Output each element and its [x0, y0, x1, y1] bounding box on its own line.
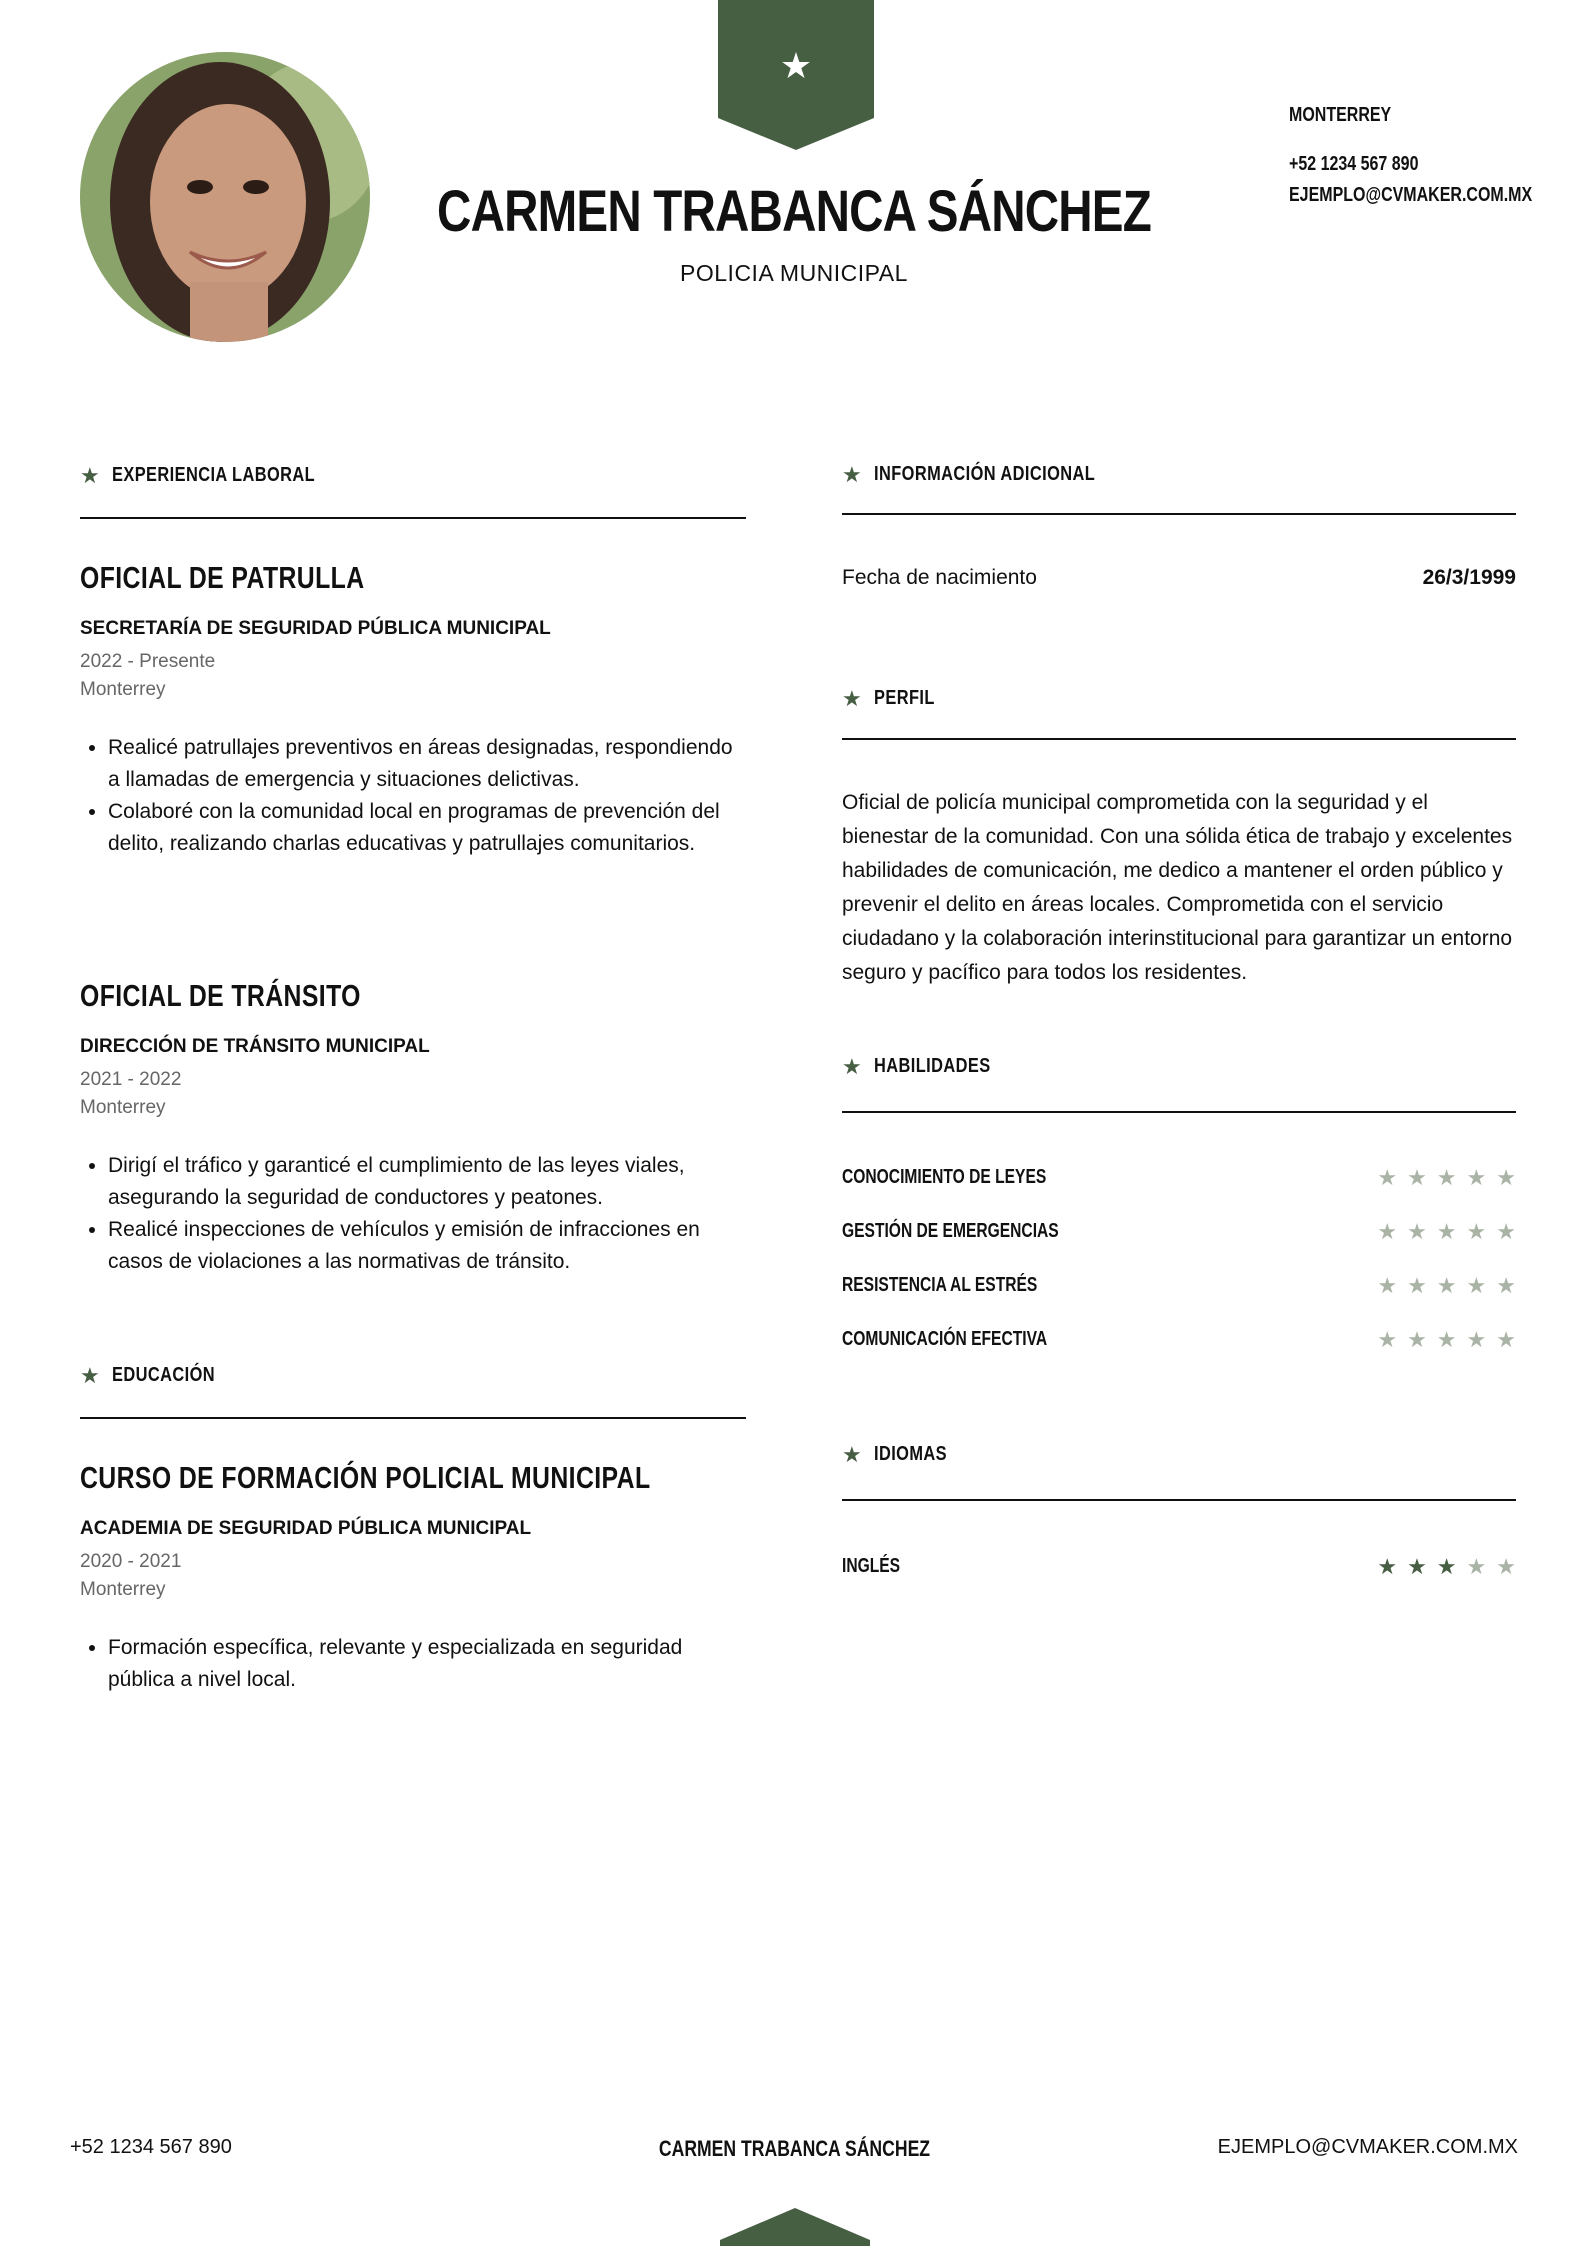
star-icon: ★ — [1377, 1326, 1398, 1352]
footer-badge — [720, 2206, 870, 2246]
star-icon: ★ — [1407, 1553, 1427, 1579]
star-icon: ★ — [842, 1441, 862, 1467]
star-icon: ★ — [1496, 1218, 1516, 1244]
experience-item — [80, 978, 746, 1278]
education-location: Monterrey — [80, 1579, 166, 1600]
star-icon: ★ — [1407, 1218, 1427, 1244]
job-dates: 2022 - Presente — [80, 651, 216, 672]
star-icon: ★ — [1377, 1218, 1398, 1244]
education-bullets — [80, 1632, 746, 1696]
list-item: • Realicé patrullajes preventivos en áreas designadas, respondiendo a llamadas de emergencia y situaciones delictivas. — [108, 732, 746, 796]
candidate-name: CARMEN TRABANCA SÁNCHEZ — [437, 179, 1151, 244]
skill-row — [842, 1328, 1516, 1351]
education-dates: 2020 - 2021 — [80, 1551, 182, 1572]
star-icon: ★ — [1436, 1272, 1457, 1298]
star-icon: ★ — [1436, 1553, 1457, 1579]
contact-city: MONTERREY — [1289, 104, 1392, 126]
list-item: • Colaboré con la comunidad local en programas de prevención del delito, realizando charlas educativas y patrullajes comunitarios. — [108, 796, 746, 860]
star-icon: ★ — [1377, 1272, 1398, 1298]
footer-name: CARMEN TRABANCA SÁNCHEZ — [658, 2136, 930, 2161]
divider — [842, 1111, 1516, 1113]
star-icon: ★ — [1436, 1164, 1457, 1190]
star-icon: ★ — [779, 46, 813, 87]
contact-block — [1289, 104, 1533, 207]
profile-heading: ★ PERFIL — [842, 685, 935, 711]
star-icon: ★ — [1407, 1164, 1427, 1190]
education-institution: ACADEMIA DE SEGURIDAD PÚBLICA MUNICIPAL — [80, 1518, 532, 1539]
languages-heading: ★ IDIOMAS — [842, 1441, 947, 1467]
star-icon: ★ — [1466, 1164, 1487, 1190]
skill-row — [842, 1166, 1516, 1189]
birthdate-row — [842, 566, 1516, 590]
experience-heading: ★ EXPERIENCIA LABORAL — [80, 462, 315, 488]
language-row — [842, 1555, 1516, 1578]
job-location: Monterrey — [80, 679, 166, 700]
skill-name: COMUNICACIÓN EFECTIVA — [842, 1328, 1048, 1350]
star-icon: ★ — [1466, 1218, 1487, 1244]
star-icon: ★ — [1496, 1326, 1516, 1352]
divider — [80, 517, 746, 519]
job-location: Monterrey — [80, 1097, 166, 1118]
profile-text: Oficial de policía municipal comprometida con la seguridad y el bienestar de la comunidad. Con una sólida ética de trabajo y excelentes habilidades de comunicación, me dedico a mantener el orden público y prevenir el delito en áreas locales. Comprometida con el servicio ciudadano y la colaboración interinstitucional para garantizar un entorno seguro y pacífico para todos los residentes. — [842, 791, 1513, 984]
skill-rating — [1377, 1326, 1516, 1352]
star-icon: ★ — [1377, 1553, 1398, 1579]
experience-item — [80, 560, 746, 860]
education-title: CURSO DE FORMACIÓN POLICIAL MUNICIPAL — [80, 1460, 651, 1495]
footer-email: EJEMPLO@CVMAKER.COM.MX — [1217, 2136, 1518, 2158]
education-heading: ★ EDUCACIÓN — [80, 1362, 215, 1388]
star-icon: ★ — [842, 1053, 862, 1079]
star-icon: ★ — [1466, 1272, 1487, 1298]
job-organization: DIRECCIÓN DE TRÁNSITO MUNICIPAL — [80, 1036, 430, 1057]
star-icon: ★ — [1466, 1326, 1487, 1352]
star-icon: ★ — [1436, 1218, 1457, 1244]
header-badge — [718, 0, 874, 150]
skill-name: RESISTENCIA AL ESTRÉS — [842, 1274, 1038, 1296]
skill-rating — [1377, 1164, 1516, 1190]
star-icon: ★ — [1496, 1553, 1516, 1579]
star-icon: ★ — [1496, 1164, 1516, 1190]
list-item: • Dirigí el tráfico y garanticé el cumplimiento de las leyes viales, asegurando la seguridad de conductores y peatones. — [108, 1150, 746, 1214]
skills-heading: ★ HABILIDADES — [842, 1053, 991, 1079]
skill-row — [842, 1220, 1516, 1243]
birthdate-value: 26/3/1999 — [1422, 566, 1516, 589]
skill-name: GESTIÓN DE EMERGENCIAS — [842, 1220, 1059, 1242]
contact-email: EJEMPLO@CVMAKER.COM.MX — [1289, 184, 1533, 206]
job-title: OFICIAL DE PATRULLA — [80, 560, 365, 595]
star-icon: ★ — [1496, 1272, 1516, 1298]
star-icon: ★ — [842, 685, 862, 711]
skill-rating — [1377, 1218, 1516, 1244]
divider — [80, 1417, 746, 1419]
job-dates: 2021 - 2022 — [80, 1069, 182, 1090]
star-icon: ★ — [1466, 1553, 1487, 1579]
candidate-role: POLICIA MUNICIPAL — [680, 260, 908, 286]
star-icon: ★ — [1377, 1164, 1398, 1190]
birthdate-label: Fecha de nacimiento — [842, 566, 1037, 589]
divider — [842, 1499, 1516, 1501]
job-organization: SECRETARÍA DE SEGURIDAD PÚBLICA MUNICIPAL — [80, 618, 551, 639]
star-icon: ★ — [80, 462, 100, 488]
star-icon: ★ — [1407, 1272, 1427, 1298]
additional-heading: ★ INFORMACIÓN ADICIONAL — [842, 461, 1095, 487]
education-item — [80, 1460, 746, 1696]
job-bullets — [80, 732, 746, 860]
job-title: OFICIAL DE TRÁNSITO — [80, 978, 361, 1013]
star-icon: ★ — [1407, 1326, 1427, 1352]
star-icon: ★ — [80, 1362, 100, 1388]
list-item: • Realicé inspecciones de vehículos y emisión de infracciones en casos de violaciones a las normativas de tránsito. — [108, 1214, 746, 1278]
language-rating — [1377, 1553, 1516, 1579]
skill-rating — [1377, 1272, 1516, 1298]
star-icon: ★ — [842, 461, 862, 487]
star-icon: ★ — [1436, 1326, 1457, 1352]
language-name: INGLÉS — [842, 1555, 901, 1577]
divider — [842, 513, 1516, 515]
contact-phone: +52 1234 567 890 — [1289, 153, 1419, 175]
job-bullets — [80, 1150, 746, 1278]
list-item: • Formación específica, relevante y especializada en seguridad pública a nivel local. — [108, 1632, 746, 1696]
skill-row — [842, 1274, 1516, 1297]
footer-phone: +52 1234 567 890 — [70, 2136, 232, 2158]
divider — [842, 738, 1516, 740]
skill-name: CONOCIMIENTO DE LEYES — [842, 1166, 1047, 1188]
